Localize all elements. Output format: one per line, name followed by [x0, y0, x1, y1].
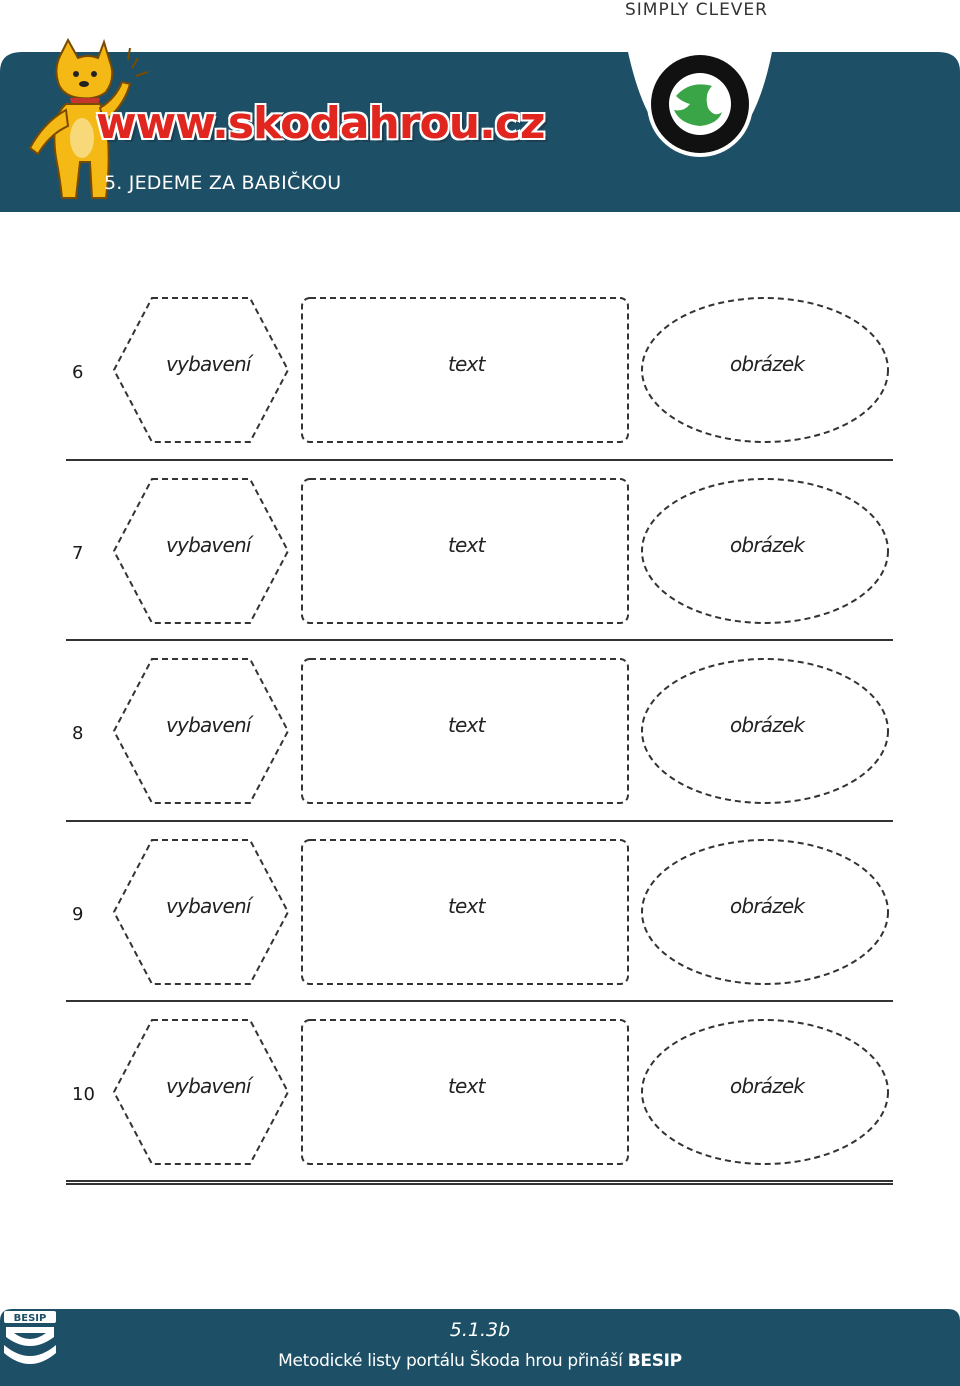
worksheet-code: 5.1.3b — [449, 1319, 511, 1341]
footer-credit-text: Metodické listy portálu Škoda hrou přináší — [278, 1351, 623, 1371]
worksheet-row-8 — [0, 657, 960, 807]
lesson-title: 5. JEDEME ZA BABIČKOU — [104, 172, 342, 194]
besip-logo-text: BESIP — [13, 1313, 47, 1324]
hexagon-label: vybavení — [166, 352, 251, 376]
oval-label: obrázek — [730, 713, 805, 737]
oval-label: obrázek — [730, 894, 805, 918]
worksheet-row-7 — [0, 477, 960, 627]
hexagon-label: vybavení — [166, 533, 251, 557]
oval-label: obrázek — [730, 533, 805, 557]
footer-credit — [0, 1351, 960, 1371]
rect-label: text — [448, 352, 485, 376]
simply-clever-tagline: SIMPLY CLEVER — [625, 0, 768, 20]
row-number: 7 — [72, 543, 84, 564]
row-divider — [66, 639, 893, 641]
worksheet-row-6 — [0, 296, 960, 446]
row-divider — [66, 1000, 893, 1002]
oval-label: obrázek — [730, 352, 805, 376]
row-number: 6 — [72, 362, 84, 383]
row-divider — [66, 459, 893, 461]
rect-label: text — [448, 533, 485, 557]
worksheet-row-10 — [0, 1018, 960, 1168]
hexagon-label: vybavení — [166, 1074, 251, 1098]
rect-label: text — [448, 713, 485, 737]
footer-banner — [0, 1309, 960, 1386]
hexagon-label: vybavení — [166, 894, 251, 918]
row-number: 8 — [72, 723, 84, 744]
rect-label: text — [448, 1074, 485, 1098]
footer-credit-besip: BESIP — [627, 1351, 682, 1371]
site-url-title: www.skodahrou.cz — [96, 98, 545, 149]
row-number: 9 — [72, 904, 84, 925]
hexagon-label: vybavení — [166, 713, 251, 737]
worksheet-row-9 — [0, 838, 960, 988]
bottom-double-divider — [66, 1180, 893, 1185]
rect-label: text — [448, 894, 485, 918]
oval-label: obrázek — [730, 1074, 805, 1098]
row-number: 10 — [72, 1084, 95, 1105]
row-divider — [66, 820, 893, 822]
besip-logo-icon — [0, 1309, 60, 1373]
